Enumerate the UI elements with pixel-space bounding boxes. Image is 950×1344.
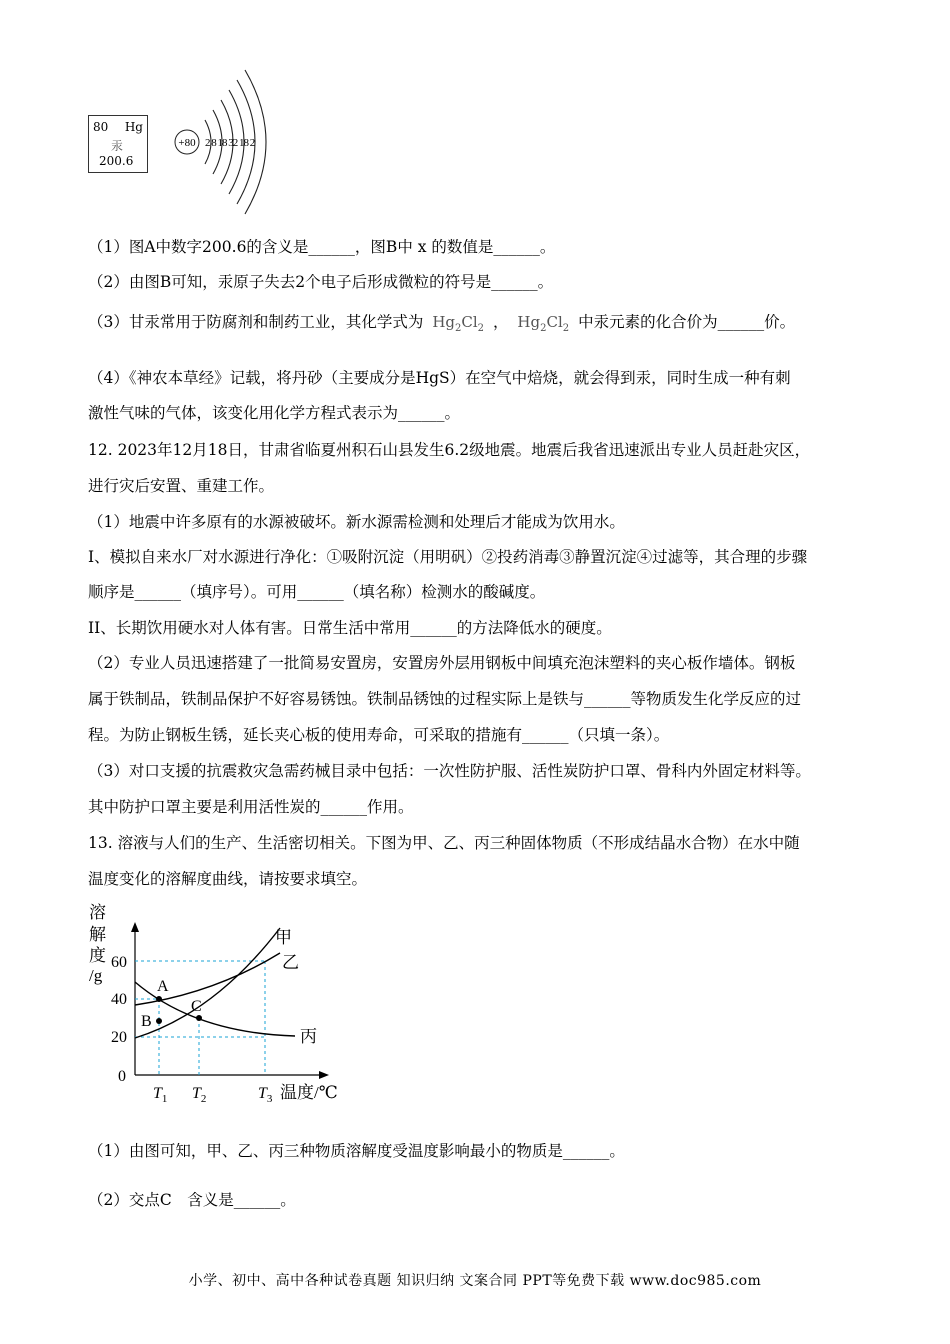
- question-11-4-line1: （4）《神农本草经》记载，将丹砂（主要成分是HgS）在空气中焙烧，就会得到汞，同时生成一种有刺: [88, 369, 791, 387]
- question-12-3-line1: （3）对口支援的抗震救灾急需药械目录中包括：一次性防护服、活性炭防护口罩、骨科内外固定材料等。: [88, 762, 811, 780]
- solubility-chart: [85, 898, 365, 1108]
- y-tick-20: 20: [111, 1029, 127, 1046]
- formula-hg2cl2-b: $Hg_2Cl_2$: [517, 313, 570, 334]
- question-12-2-line1: （2）专业人员迅速搭建了一批简易安置房，安置房外层用钢板中间填充泡沫塑料的夹心板作墙体。钢板: [88, 654, 796, 672]
- point-b-label: B: [141, 1013, 152, 1030]
- question-12-line1: 12. 2023年12月18日，甘肃省临夏州积石山县发生6.2级地震。地震后我省迅速派出专业人员赶赴灾区，: [88, 441, 811, 459]
- question-11-3-text-b: 中汞元素的化合价为______价。: [578, 313, 796, 331]
- point-c-label: C: [191, 998, 202, 1015]
- question-12-1-i-line1: I、模拟自来水厂对水源进行净化：①吸附沉淀（用明矾）②投药消毒③静置沉淀④过滤等，其合理的步骤: [88, 548, 808, 566]
- electron-shells: 2 8 18 32 18 2: [205, 137, 255, 149]
- question-13-line2: 温度变化的溶解度曲线，请按要求填空。: [88, 870, 368, 888]
- y-axis-label: 溶: [89, 903, 106, 922]
- x-tick-t3: $T_3$: [258, 1085, 273, 1105]
- question-12-1: （1）地震中许多原有的水源被破坏。新水源需检测和处理后才能成为饮用水。: [88, 513, 625, 531]
- formula-hg2cl2-a: $Hg_2Cl_2$: [432, 313, 485, 334]
- question-11-1: （1）图A中数字200.6的含义是______，图B中 x 的数值是______。: [88, 238, 556, 256]
- question-12-2-line3: 程。为防止钢板生锈，延长夹心板的使用寿命，可采取的措施有______（只填一条）。: [88, 726, 670, 744]
- svg-text:解: 解: [89, 925, 106, 944]
- question-11-3-text-a: （3）甘汞常用于防腐剂和制药工业，其化学式为: [88, 313, 424, 331]
- atomic-number: 80: [93, 120, 109, 134]
- series-label-bing: 丙: [300, 1027, 317, 1046]
- svg-text:度: 度: [89, 946, 106, 965]
- element-card: [88, 115, 148, 173]
- question-11-3: [88, 312, 795, 339]
- nucleus-charge: +80: [178, 137, 196, 149]
- y-tick-0: 0: [118, 1068, 126, 1085]
- question-13-1: （1）由图可知，甲、乙、丙三种物质溶解度受温度影响最小的物质是______。: [88, 1142, 625, 1160]
- point-a-label: A: [157, 978, 169, 995]
- atomic-mass: 200.6: [99, 154, 134, 168]
- question-12-2-line2: 属于铁制品，铁制品保护不好容易锈蚀。铁制品锈蚀的过程实际上是铁与______等物质发生化学反应的过: [88, 690, 802, 708]
- x-axis-label: 温度/℃: [280, 1083, 338, 1102]
- atom-structure-diagram: [165, 68, 290, 218]
- point-b: [156, 1018, 162, 1024]
- point-a: [156, 996, 162, 1002]
- y-tick-60: 60: [111, 954, 127, 971]
- question-12-3-line2: 其中防护口罩主要是利用活性炭的______作用。: [88, 798, 414, 816]
- svg-text:/g: /g: [89, 966, 103, 985]
- question-11-2: （2）由图B可知，汞原子失去2个电子后形成微粒的符号是______。: [88, 273, 554, 291]
- question-13-line1: 13. 溶液与人们的生产、生活密切相关。下图为甲、乙、丙三种固体物质（不形成结晶水合物）在水中随: [88, 834, 800, 852]
- y-tick-40: 40: [111, 991, 127, 1008]
- element-name: 汞: [111, 139, 124, 153]
- page-footer: 小学、初中、高中各种试卷真题 知识归纳 文案合同 PPT等免费下载 www.doc985.com: [188, 1273, 762, 1289]
- x-tick-t1: $T_1$: [153, 1085, 168, 1105]
- series-label-jia: 甲: [275, 928, 292, 947]
- x-tick-t2: $T_2$: [192, 1085, 207, 1105]
- question-11-4-line2: 激性气味的气体，该变化用化学方程式表示为______。: [88, 404, 461, 422]
- question-11-3-sep: ，: [492, 313, 509, 331]
- question-13-2: （2）交点C 含义是______。: [88, 1191, 296, 1209]
- series-label-yi: 乙: [282, 953, 299, 972]
- point-c: [196, 1015, 202, 1021]
- question-12-1-ii: II、长期饮用硬水对人体有害。日常生活中常用______的方法降低水的硬度。: [88, 619, 612, 637]
- question-12-line2: 进行灾后安置、重建工作。: [88, 477, 275, 495]
- question-12-1-i-line2: 顺序是______（填序号）。可用______（填名称）检测水的酸碱度。: [88, 583, 546, 601]
- element-symbol: Hg: [124, 120, 143, 134]
